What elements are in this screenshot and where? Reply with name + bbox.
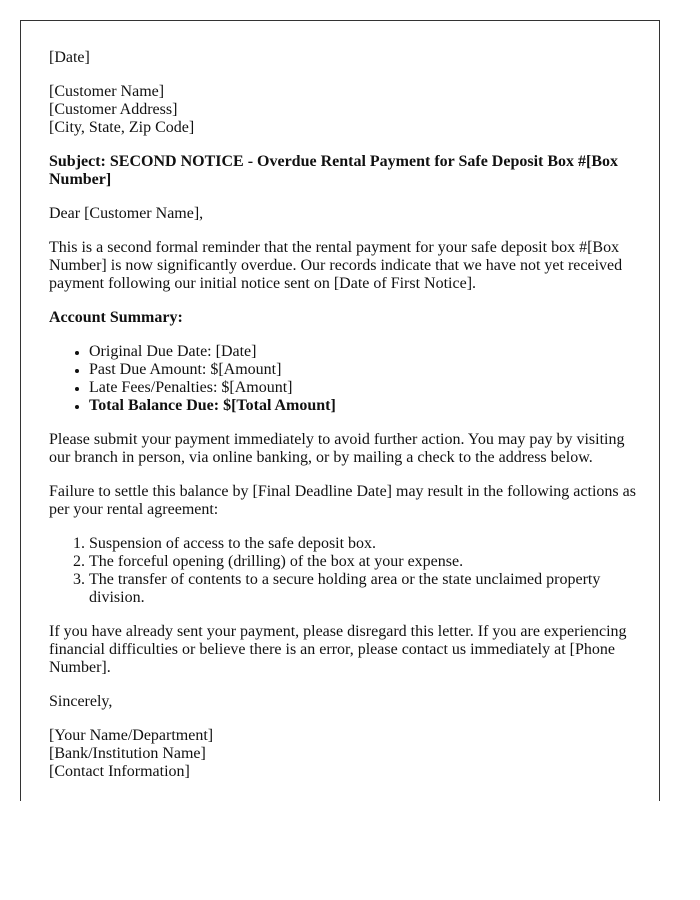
summary-item-total-balance: • Total Balance Due: $[Total Amount] — [89, 397, 639, 415]
letter-content — [49, 49, 639, 797]
sign-off: Sincerely, — [49, 693, 113, 710]
signature-institution: [Bank/Institution Name] — [49, 745, 206, 762]
account-summary-list — [49, 343, 639, 415]
consequence-item: 3. The transfer of contents to a secure holding area or the state unclaimed property division. — [89, 571, 639, 607]
consequence-item: 1. Suspension of access to the safe deposit box. — [89, 535, 639, 553]
closing-paragraph: If you have already sent your payment, please disregard this letter. If you are experiencing financial difficulties or believe there is an error, please contact us immediately at [Phone Number]. — [49, 623, 627, 676]
signature-block — [49, 727, 639, 781]
recipient-block — [49, 83, 639, 137]
signature-name-department: [Your Name/Department] — [49, 727, 214, 744]
summary-item-original-due-date: • Original Due Date: [Date] — [89, 343, 639, 361]
consequences-list — [49, 535, 639, 607]
recipient-name: [Customer Name] — [49, 83, 165, 100]
payment-paragraph: Please submit your payment immediately to avoid further action. You may pay by visiting our branch in person, via online banking, or by mailing a check to the address below. — [49, 431, 625, 466]
recipient-city-state-zip: [City, State, Zip Code] — [49, 119, 195, 136]
summary-item-late-fees: • Late Fees/Penalties: $[Amount] — [89, 379, 639, 397]
failure-paragraph: Failure to settle this balance by [Final Deadline Date] may result in the following actions as per your rental agreement: — [49, 483, 636, 518]
salutation: Dear [Customer Name], — [49, 205, 204, 222]
summary-item-past-due-amount: • Past Due Amount: $[Amount] — [89, 361, 639, 379]
intro-paragraph: This is a second formal reminder that the rental payment for your safe deposit box #[Box Number] is now significantly overdue. Our records indicate that we have not yet received payment following our initial notice sent on [Date of First Notice]. — [49, 239, 623, 292]
signature-contact: [Contact Information] — [49, 763, 190, 780]
letter-date: [Date] — [49, 49, 90, 66]
letter-page — [20, 20, 660, 801]
consequence-item: 2. The forceful opening (drilling) of the box at your expense. — [89, 553, 639, 571]
recipient-address: [Customer Address] — [49, 101, 178, 118]
subject-line: Subject: SECOND NOTICE - Overdue Rental Payment for Safe Deposit Box #[Box Number] — [49, 153, 619, 188]
account-summary-heading: Account Summary: — [49, 309, 183, 326]
